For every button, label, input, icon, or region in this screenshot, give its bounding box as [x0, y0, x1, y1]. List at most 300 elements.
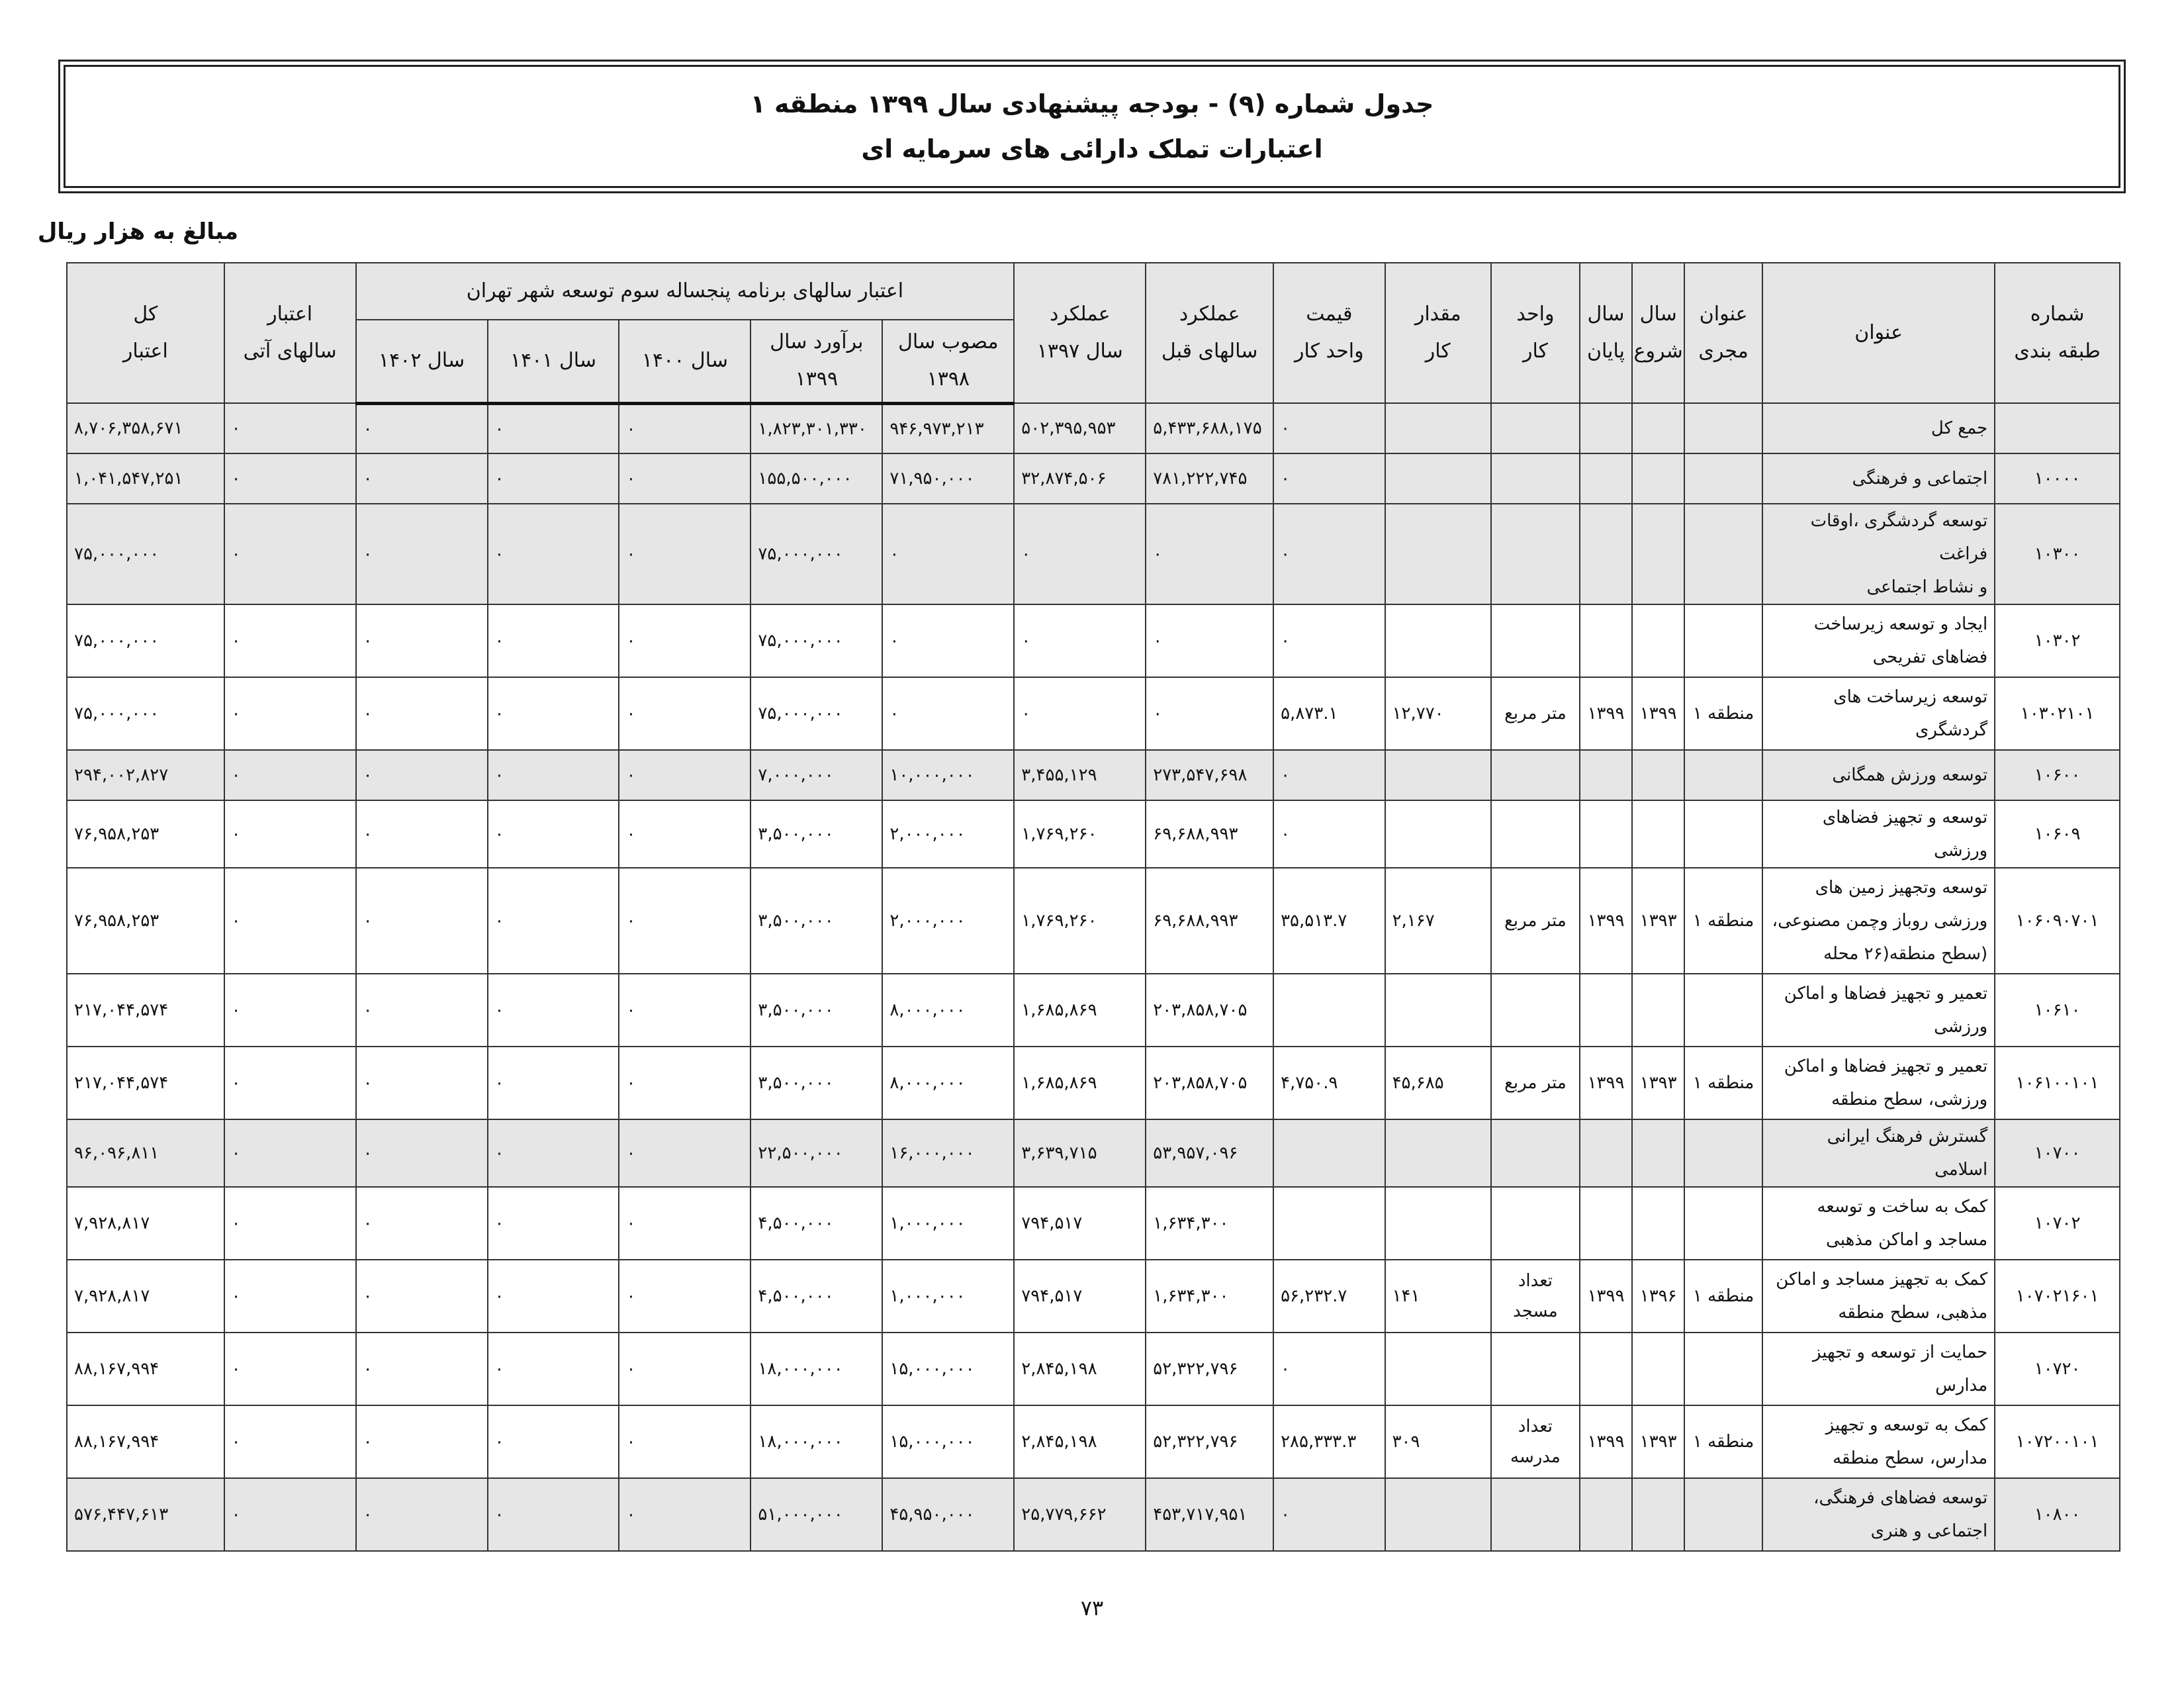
cell-estimate-1399: ۳,۵۰۰,۰۰۰ [751, 868, 882, 974]
cell-executor [1684, 453, 1762, 504]
cell-title: کمک به توسعه و تجهیز مدارس، سطح منطقه [1762, 1405, 1995, 1478]
cell-year-1402: ۰ [356, 604, 488, 677]
cell-end-year [1580, 453, 1632, 504]
col-header-start-year: سال شروع [1632, 263, 1684, 403]
cell-future-years: ۰ [224, 403, 356, 453]
cell-future-years: ۰ [224, 974, 356, 1047]
cell-start-year [1632, 974, 1684, 1047]
cell-executor [1684, 1478, 1762, 1551]
cell-performance-previous: ۱,۶۳۴,۳۰۰ [1146, 1187, 1273, 1260]
table-row [67, 800, 2120, 868]
cell-estimate-1399: ۷۵,۰۰۰,۰۰۰ [751, 504, 882, 604]
cell-code [1995, 403, 2120, 453]
cell-year-1401: ۰ [488, 604, 619, 677]
cell-approved-1398: ۱,۰۰۰,۰۰۰ [882, 1260, 1014, 1333]
cell-future-years: ۰ [224, 1478, 356, 1551]
cell-work-unit [1491, 403, 1580, 453]
cell-year-1402: ۰ [356, 1478, 488, 1551]
cell-approved-1398: ۴۵,۹۵۰,۰۰۰ [882, 1478, 1014, 1551]
cell-total-credit: ۵۷۶,۴۴۷,۶۱۳ [67, 1478, 224, 1551]
cell-end-year [1580, 1478, 1632, 1551]
cell-work-quantity [1385, 453, 1491, 504]
cell-start-year: ۱۳۹۳ [1632, 1405, 1684, 1478]
cell-year-1400: ۰ [619, 1405, 751, 1478]
cell-start-year: ۱۳۹۹ [1632, 677, 1684, 750]
col-header-executor: عنوان مجری [1684, 263, 1762, 403]
cell-year-1402: ۰ [356, 453, 488, 504]
cell-future-years: ۰ [224, 800, 356, 868]
cell-unit-price: ۰ [1273, 800, 1385, 868]
cell-unit-price: ۰ [1273, 403, 1385, 453]
cell-unit-price [1273, 1119, 1385, 1187]
cell-start-year: ۱۳۹۳ [1632, 868, 1684, 974]
col-header-year-1400: سال ۱۴۰۰ [619, 320, 751, 403]
cell-executor [1684, 800, 1762, 868]
cell-year-1402: ۰ [356, 677, 488, 750]
cell-year-1402: ۰ [356, 1119, 488, 1187]
cell-title: کمک به ساخت و توسعه مساجد و اماکن مذهبی [1762, 1187, 1995, 1260]
cell-future-years: ۰ [224, 1187, 356, 1260]
table-title-line-1: جدول شماره (۹) - بودجه پیشنهادی سال ۱۳۹۹ منطقه ۱ [750, 89, 1434, 118]
cell-year-1401: ۰ [488, 403, 619, 453]
cell-future-years: ۰ [224, 1119, 356, 1187]
cell-end-year [1580, 504, 1632, 604]
cell-total-credit: ۸۸,۱۶۷,۹۹۴ [67, 1405, 224, 1478]
cell-code: ۱۰۶۱۰۰۱۰۱ [1995, 1047, 2120, 1119]
cell-approved-1398: ۹۴۶,۹۷۳,۲۱۳ [882, 403, 1014, 453]
cell-approved-1398: ۸,۰۰۰,۰۰۰ [882, 1047, 1014, 1119]
cell-year-1400: ۰ [619, 1047, 751, 1119]
col-header-code: شماره طبقه بندی [1995, 263, 2120, 403]
cell-unit-price: ۰ [1273, 453, 1385, 504]
cell-work-quantity [1385, 800, 1491, 868]
cell-executor: منطقه ۱ [1684, 1405, 1762, 1478]
cell-approved-1398: ۷۱,۹۵۰,۰۰۰ [882, 453, 1014, 504]
cell-year-1401: ۰ [488, 800, 619, 868]
table-row [67, 1187, 2120, 1260]
cell-code: ۱۰۶۰۹ [1995, 800, 2120, 868]
cell-end-year [1580, 750, 1632, 800]
cell-year-1401: ۰ [488, 1333, 619, 1405]
cell-code: ۱۰۶۰۰ [1995, 750, 2120, 800]
cell-year-1401: ۰ [488, 750, 619, 800]
cell-future-years: ۰ [224, 1405, 356, 1478]
cell-title: توسعه وتجهیز زمین های ورزشی روباز وچمن مصنوعی، (سطح منطقه(۲۶ محله [1762, 868, 1995, 974]
cell-executor: منطقه ۱ [1684, 677, 1762, 750]
cell-start-year: ۱۳۹۳ [1632, 1047, 1684, 1119]
col-header-unit-price: قیمت واحد کار [1273, 263, 1385, 403]
cell-start-year [1632, 1478, 1684, 1551]
cell-work-unit [1491, 750, 1580, 800]
cell-year-1402: ۰ [356, 403, 488, 453]
cell-executor: منطقه ۱ [1684, 1047, 1762, 1119]
cell-start-year [1632, 403, 1684, 453]
cell-year-1401: ۰ [488, 1119, 619, 1187]
cell-future-years: ۰ [224, 1047, 356, 1119]
cell-start-year [1632, 750, 1684, 800]
cell-work-unit: متر مربع [1491, 677, 1580, 750]
cell-work-quantity [1385, 403, 1491, 453]
cell-year-1400: ۰ [619, 974, 751, 1047]
cell-total-credit: ۷۶,۹۵۸,۲۵۳ [67, 800, 224, 868]
cell-year-1402: ۰ [356, 1187, 488, 1260]
cell-estimate-1399: ۴,۵۰۰,۰۰۰ [751, 1187, 882, 1260]
cell-title: توسعه زیرساخت های گردشگری [1762, 677, 1995, 750]
cell-year-1402: ۰ [356, 800, 488, 868]
budget-table [66, 262, 2120, 1552]
cell-unit-price: ۰ [1273, 1333, 1385, 1405]
cell-year-1401: ۰ [488, 504, 619, 604]
cell-estimate-1399: ۳,۵۰۰,۰۰۰ [751, 974, 882, 1047]
col-header-plan-group: اعتبار سالهای برنامه پنجساله سوم توسعه شهر تهران [356, 263, 1015, 320]
table-row [67, 1478, 2120, 1551]
table-row [67, 1405, 2120, 1478]
cell-performance-1397: ۱,۷۶۹,۲۶۰ [1014, 868, 1146, 974]
cell-work-unit: متر مربع [1491, 868, 1580, 974]
col-header-performance-1397: عملکرد سال ۱۳۹۷ [1014, 263, 1146, 403]
cell-end-year [1580, 974, 1632, 1047]
cell-start-year: ۱۳۹۶ [1632, 1260, 1684, 1333]
cell-work-unit: تعداد مسجد [1491, 1260, 1580, 1333]
col-header-estimate-1399: برآورد سال ۱۳۹۹ [751, 320, 882, 403]
cell-work-unit [1491, 1119, 1580, 1187]
cell-performance-previous: ۶۹,۶۸۸,۹۹۳ [1146, 868, 1273, 974]
cell-estimate-1399: ۱۵۵,۵۰۰,۰۰۰ [751, 453, 882, 504]
cell-estimate-1399: ۱,۸۲۳,۳۰۱,۳۳۰ [751, 403, 882, 453]
cell-code: ۱۰۷۲۰ [1995, 1333, 2120, 1405]
cell-estimate-1399: ۳,۵۰۰,۰۰۰ [751, 800, 882, 868]
cell-total-credit: ۹۶,۰۹۶,۸۱۱ [67, 1119, 224, 1187]
cell-code: ۱۰۷۰۲ [1995, 1187, 2120, 1260]
table-row [67, 750, 2120, 800]
cell-performance-previous: ۰ [1146, 677, 1273, 750]
cell-year-1400: ۰ [619, 453, 751, 504]
cell-work-unit [1491, 504, 1580, 604]
cell-work-quantity [1385, 750, 1491, 800]
cell-unit-price [1273, 1187, 1385, 1260]
cell-work-unit [1491, 1478, 1580, 1551]
cell-performance-previous: ۵۲,۳۲۲,۷۹۶ [1146, 1333, 1273, 1405]
cell-work-quantity: ۲,۱۶۷ [1385, 868, 1491, 974]
cell-unit-price: ۰ [1273, 1478, 1385, 1551]
table-row [67, 868, 2120, 974]
cell-work-unit [1491, 1187, 1580, 1260]
table-row [67, 974, 2120, 1047]
cell-approved-1398: ۰ [882, 604, 1014, 677]
cell-estimate-1399: ۲۲,۵۰۰,۰۰۰ [751, 1119, 882, 1187]
cell-performance-1397: ۵۰۲,۳۹۵,۹۵۳ [1014, 403, 1146, 453]
cell-performance-1397: ۱,۶۸۵,۸۶۹ [1014, 974, 1146, 1047]
cell-year-1400: ۰ [619, 1478, 751, 1551]
col-header-total-credit: کل اعتبار [67, 263, 224, 403]
cell-approved-1398: ۰ [882, 504, 1014, 604]
cell-title: تعمیر و تجهیز فضاها و اماکن ورزشی، سطح منطقه [1762, 1047, 1995, 1119]
cell-work-quantity: ۱۲,۷۷۰ [1385, 677, 1491, 750]
cell-year-1400: ۰ [619, 403, 751, 453]
cell-code: ۱۰۷۲۰۰۱۰۱ [1995, 1405, 2120, 1478]
cell-end-year [1580, 604, 1632, 677]
cell-unit-price: ۳۵,۵۱۳.۷ [1273, 868, 1385, 974]
cell-title: توسعه ورزش همگانی [1762, 750, 1995, 800]
cell-executor: منطقه ۱ [1684, 868, 1762, 974]
cell-performance-1397: ۱,۷۶۹,۲۶۰ [1014, 800, 1146, 868]
cell-work-quantity [1385, 1187, 1491, 1260]
cell-work-unit [1491, 1333, 1580, 1405]
cell-total-credit: ۲۱۷,۰۴۴,۵۷۴ [67, 974, 224, 1047]
cell-executor [1684, 504, 1762, 604]
col-header-end-year: سال پایان [1580, 263, 1632, 403]
cell-unit-price: ۲۸۵,۳۳۳.۳ [1273, 1405, 1385, 1478]
page-number: ۷۳ [1080, 1595, 1104, 1620]
cell-end-year [1580, 1187, 1632, 1260]
cell-year-1400: ۰ [619, 604, 751, 677]
table-title-box [64, 65, 2120, 188]
cell-start-year [1632, 1119, 1684, 1187]
cell-performance-1397: ۲۵,۷۷۹,۶۶۲ [1014, 1478, 1146, 1551]
cell-start-year [1632, 604, 1684, 677]
cell-performance-previous: ۷۸۱,۲۲۲,۷۴۵ [1146, 453, 1273, 504]
budget-table-body [67, 403, 2120, 1551]
cell-year-1402: ۰ [356, 504, 488, 604]
cell-performance-previous: ۲۰۳,۸۵۸,۷۰۵ [1146, 1047, 1273, 1119]
cell-work-quantity [1385, 1478, 1491, 1551]
cell-year-1401: ۰ [488, 1405, 619, 1478]
cell-total-credit: ۸,۷۰۶,۳۵۸,۶۷۱ [67, 403, 224, 453]
cell-executor [1684, 1187, 1762, 1260]
cell-end-year [1580, 800, 1632, 868]
cell-unit-price: ۵,۸۷۳.۱ [1273, 677, 1385, 750]
cell-year-1400: ۰ [619, 1260, 751, 1333]
cell-end-year: ۱۳۹۹ [1580, 1047, 1632, 1119]
cell-performance-1397: ۷۹۴,۵۱۷ [1014, 1187, 1146, 1260]
cell-end-year [1580, 1333, 1632, 1405]
cell-unit-price: ۰ [1273, 750, 1385, 800]
cell-future-years: ۰ [224, 504, 356, 604]
cell-work-quantity [1385, 974, 1491, 1047]
cell-executor [1684, 403, 1762, 453]
cell-start-year [1632, 504, 1684, 604]
cell-future-years: ۰ [224, 604, 356, 677]
cell-year-1400: ۰ [619, 1333, 751, 1405]
cell-code: ۱۰۷۰۲۱۶۰۱ [1995, 1260, 2120, 1333]
cell-approved-1398: ۱۵,۰۰۰,۰۰۰ [882, 1333, 1014, 1405]
cell-title: تعمیر و تجهیز فضاها و اماکن ورزشی [1762, 974, 1995, 1047]
cell-approved-1398: ۰ [882, 677, 1014, 750]
cell-executor [1684, 1333, 1762, 1405]
cell-year-1402: ۰ [356, 1047, 488, 1119]
cell-work-unit [1491, 974, 1580, 1047]
table-row [67, 1333, 2120, 1405]
cell-year-1401: ۰ [488, 1260, 619, 1333]
cell-total-credit: ۲۹۴,۰۰۲,۸۲۷ [67, 750, 224, 800]
cell-executor [1684, 974, 1762, 1047]
cell-title: حمایت از توسعه و تجهیز مدارس [1762, 1333, 1995, 1405]
cell-start-year [1632, 1333, 1684, 1405]
cell-end-year: ۱۳۹۹ [1580, 868, 1632, 974]
cell-approved-1398: ۱۶,۰۰۰,۰۰۰ [882, 1119, 1014, 1187]
cell-approved-1398: ۲,۰۰۰,۰۰۰ [882, 868, 1014, 974]
cell-year-1400: ۰ [619, 868, 751, 974]
cell-year-1400: ۰ [619, 800, 751, 868]
cell-code: ۱۰۰۰۰ [1995, 453, 2120, 504]
cell-estimate-1399: ۱۸,۰۰۰,۰۰۰ [751, 1333, 882, 1405]
currency-unit-label: مبالغ به هزار ریال [37, 218, 238, 245]
cell-year-1400: ۰ [619, 677, 751, 750]
cell-code: ۱۰۳۰۰ [1995, 504, 2120, 604]
cell-title: گسترش فرهنگ ایرانی اسلامی [1762, 1119, 1995, 1187]
cell-year-1400: ۰ [619, 750, 751, 800]
cell-future-years: ۰ [224, 1260, 356, 1333]
cell-start-year [1632, 453, 1684, 504]
cell-start-year [1632, 800, 1684, 868]
cell-performance-1397: ۰ [1014, 677, 1146, 750]
cell-performance-1397: ۲,۸۴۵,۱۹۸ [1014, 1333, 1146, 1405]
cell-performance-1397: ۲,۸۴۵,۱۹۸ [1014, 1405, 1146, 1478]
cell-unit-price: ۰ [1273, 504, 1385, 604]
cell-estimate-1399: ۷,۰۰۰,۰۰۰ [751, 750, 882, 800]
table-title-line-2: اعتبارات تملک دارائی های سرمایه ای [861, 134, 1323, 164]
cell-future-years: ۰ [224, 453, 356, 504]
cell-total-credit: ۸۸,۱۶۷,۹۹۴ [67, 1333, 224, 1405]
cell-work-quantity: ۱۴۱ [1385, 1260, 1491, 1333]
cell-performance-1397: ۳,۶۳۹,۷۱۵ [1014, 1119, 1146, 1187]
cell-performance-1397: ۰ [1014, 504, 1146, 604]
cell-year-1400: ۰ [619, 1119, 751, 1187]
cell-title: توسعه گردشگری ،اوقات فراغت و نشاط اجتماعی [1762, 504, 1995, 604]
cell-year-1400: ۰ [619, 1187, 751, 1260]
cell-work-unit [1491, 800, 1580, 868]
cell-estimate-1399: ۳,۵۰۰,۰۰۰ [751, 1047, 882, 1119]
table-row [67, 1119, 2120, 1187]
cell-total-credit: ۷۶,۹۵۸,۲۵۳ [67, 868, 224, 974]
cell-performance-previous: ۴۵۳,۷۱۷,۹۵۱ [1146, 1478, 1273, 1551]
cell-code: ۱۰۶۱۰ [1995, 974, 2120, 1047]
cell-year-1401: ۰ [488, 1047, 619, 1119]
col-header-year-1402: سال ۱۴۰۲ [356, 320, 488, 403]
cell-code: ۱۰۳۰۲۱۰۱ [1995, 677, 2120, 750]
cell-future-years: ۰ [224, 677, 356, 750]
cell-year-1402: ۰ [356, 750, 488, 800]
table-row [67, 677, 2120, 750]
cell-work-unit [1491, 453, 1580, 504]
cell-year-1400: ۰ [619, 504, 751, 604]
cell-code: ۱۰۷۰۰ [1995, 1119, 2120, 1187]
cell-unit-price: ۴,۷۵۰.۹ [1273, 1047, 1385, 1119]
cell-executor [1684, 604, 1762, 677]
cell-year-1402: ۰ [356, 1405, 488, 1478]
cell-performance-previous: ۵۳,۹۵۷,۰۹۶ [1146, 1119, 1273, 1187]
col-header-future-years: اعتبار سالهای آتی [224, 263, 356, 403]
cell-year-1401: ۰ [488, 677, 619, 750]
cell-work-unit: تعداد مدرسه [1491, 1405, 1580, 1478]
cell-performance-previous: ۲۷۳,۵۴۷,۶۹۸ [1146, 750, 1273, 800]
cell-total-credit: ۷,۹۲۸,۸۱۷ [67, 1187, 224, 1260]
cell-estimate-1399: ۵۱,۰۰۰,۰۰۰ [751, 1478, 882, 1551]
cell-year-1402: ۰ [356, 1260, 488, 1333]
cell-work-quantity [1385, 504, 1491, 604]
cell-year-1401: ۰ [488, 974, 619, 1047]
cell-title: اجتماعی و فرهنگی [1762, 453, 1995, 504]
cell-work-unit: متر مربع [1491, 1047, 1580, 1119]
cell-work-quantity [1385, 1119, 1491, 1187]
table-row [67, 1260, 2120, 1333]
cell-title: توسعه و تجهیز فضاهای ورزشی [1762, 800, 1995, 868]
cell-year-1401: ۰ [488, 868, 619, 974]
cell-estimate-1399: ۷۵,۰۰۰,۰۰۰ [751, 677, 882, 750]
cell-work-quantity: ۴۵,۶۸۵ [1385, 1047, 1491, 1119]
cell-executor: منطقه ۱ [1684, 1260, 1762, 1333]
cell-future-years: ۰ [224, 750, 356, 800]
table-row [67, 1047, 2120, 1119]
cell-approved-1398: ۱۰,۰۰۰,۰۰۰ [882, 750, 1014, 800]
cell-work-quantity [1385, 1333, 1491, 1405]
col-header-approved-1398: مصوب سال ۱۳۹۸ [882, 320, 1014, 403]
col-header-work-unit: واحد کار [1491, 263, 1580, 403]
cell-total-credit: ۷۵,۰۰۰,۰۰۰ [67, 504, 224, 604]
cell-work-quantity [1385, 604, 1491, 677]
cell-year-1402: ۰ [356, 1333, 488, 1405]
cell-executor [1684, 1119, 1762, 1187]
cell-total-credit: ۲۱۷,۰۴۴,۵۷۴ [67, 1047, 224, 1119]
cell-approved-1398: ۸,۰۰۰,۰۰۰ [882, 974, 1014, 1047]
cell-unit-price: ۰ [1273, 604, 1385, 677]
table-row [67, 453, 2120, 504]
cell-work-unit [1491, 604, 1580, 677]
cell-year-1401: ۰ [488, 453, 619, 504]
cell-performance-previous: ۰ [1146, 604, 1273, 677]
cell-approved-1398: ۲,۰۰۰,۰۰۰ [882, 800, 1014, 868]
cell-performance-1397: ۱,۶۸۵,۸۶۹ [1014, 1047, 1146, 1119]
col-header-performance-previous: عملکرد سالهای قبل [1146, 263, 1273, 403]
col-header-title: عنوان [1762, 263, 1995, 403]
cell-performance-1397: ۷۹۴,۵۱۷ [1014, 1260, 1146, 1333]
cell-end-year: ۱۳۹۹ [1580, 1405, 1632, 1478]
cell-title: جمع کل [1762, 403, 1995, 453]
cell-code: ۱۰۸۰۰ [1995, 1478, 2120, 1551]
cell-executor [1684, 750, 1762, 800]
cell-estimate-1399: ۷۵,۰۰۰,۰۰۰ [751, 604, 882, 677]
cell-estimate-1399: ۴,۵۰۰,۰۰۰ [751, 1260, 882, 1333]
cell-year-1402: ۰ [356, 974, 488, 1047]
cell-performance-previous: ۵,۴۳۳,۶۸۸,۱۷۵ [1146, 403, 1273, 453]
cell-unit-price: ۵۶,۲۳۲.۷ [1273, 1260, 1385, 1333]
table-row [67, 403, 2120, 453]
cell-performance-previous: ۰ [1146, 504, 1273, 604]
cell-future-years: ۰ [224, 868, 356, 974]
cell-total-credit: ۱,۰۴۱,۵۴۷,۲۵۱ [67, 453, 224, 504]
cell-code: ۱۰۳۰۲ [1995, 604, 2120, 677]
cell-end-year: ۱۳۹۹ [1580, 1260, 1632, 1333]
cell-end-year [1580, 403, 1632, 453]
table-row [67, 504, 2120, 604]
cell-approved-1398: ۱۵,۰۰۰,۰۰۰ [882, 1405, 1014, 1478]
cell-year-1401: ۰ [488, 1187, 619, 1260]
cell-total-credit: ۷۵,۰۰۰,۰۰۰ [67, 677, 224, 750]
cell-title: کمک به تجهیز مساجد و اماکن مذهبی، سطح منطقه [1762, 1260, 1995, 1333]
cell-total-credit: ۷۵,۰۰۰,۰۰۰ [67, 604, 224, 677]
cell-performance-previous: ۶۹,۶۸۸,۹۹۳ [1146, 800, 1273, 868]
table-row [67, 604, 2120, 677]
cell-performance-1397: ۳۲,۸۷۴,۵۰۶ [1014, 453, 1146, 504]
cell-performance-1397: ۳,۴۵۵,۱۲۹ [1014, 750, 1146, 800]
cell-approved-1398: ۱,۰۰۰,۰۰۰ [882, 1187, 1014, 1260]
cell-performance-previous: ۲۰۳,۸۵۸,۷۰۵ [1146, 974, 1273, 1047]
cell-year-1402: ۰ [356, 868, 488, 974]
cell-end-year [1580, 1119, 1632, 1187]
cell-performance-previous: ۱,۶۳۴,۳۰۰ [1146, 1260, 1273, 1333]
cell-performance-previous: ۵۲,۳۲۲,۷۹۶ [1146, 1405, 1273, 1478]
cell-estimate-1399: ۱۸,۰۰۰,۰۰۰ [751, 1405, 882, 1478]
